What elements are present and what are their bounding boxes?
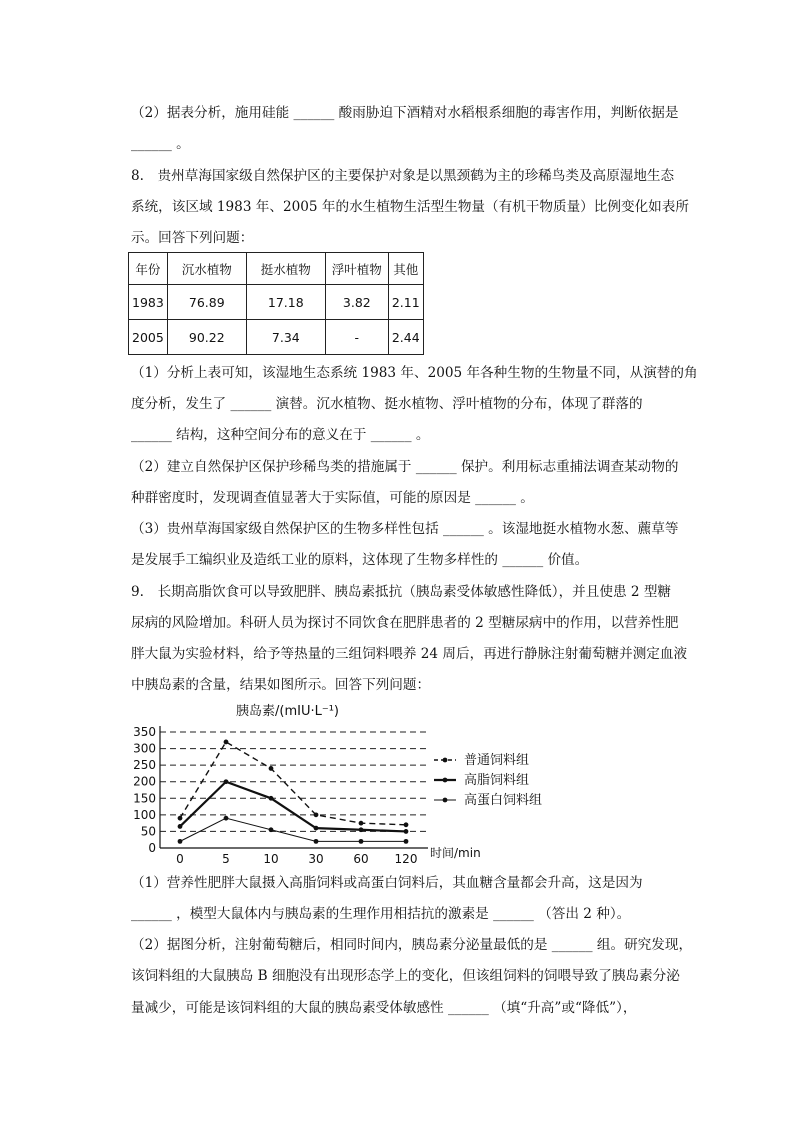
x-tick-label: 0	[176, 852, 184, 865]
legend-label: 高蛋白饲料组	[464, 793, 543, 808]
legend-marker	[443, 758, 448, 763]
y-tick-label: 100	[133, 807, 156, 822]
y-tick-label: 150	[133, 791, 156, 806]
table-cell: 90.22	[167, 320, 246, 355]
data-point	[224, 816, 229, 821]
q8-3-line2: 是发展手工编织业及造纸工业的原料，这体现了生物多样性的 ______ 价值。	[131, 552, 589, 568]
data-point	[359, 821, 364, 826]
x-tick-label: 60	[353, 852, 369, 865]
q9-2-line3: 量减少，可能是该饲料组的大鼠的胰岛素受体敏感性 ______ （填“升高”或“降低”），	[131, 1000, 637, 1016]
data-point	[314, 826, 319, 831]
q8-1-line3: ______ 结构，这种空间分布的意义在于 ______ 。	[131, 427, 430, 443]
q9-stem-line3: 胖大鼠为实验材料，给予等热量的三组饲料喂养 24 周后，再进行静脉注射葡萄糖并测定血液	[131, 646, 688, 662]
table-cell: 2.11	[388, 285, 423, 320]
q8-stem-line2: 系统，该区域 1983 年、2005 年的水生植物生活型生物量（有机干物质量）比例变化如表所	[131, 199, 689, 215]
q9-2-line1: （2）据图分析，注射葡萄糖后，相同时间内，胰岛素分泌量最低的是 ______ 组。研究发现，	[131, 937, 693, 953]
q8-1-line1: （1）分析上表可知，该湿地生态系统 1983 年、2005 年各种生物的生物量不同，从演替的角	[131, 365, 698, 381]
table-cell: 1983	[129, 285, 168, 320]
q8-3-line1: （3）贵州草海国家级自然保护区的生物多样性包括 ______ 。该湿地挺水植物水葱、藨草等	[131, 521, 679, 537]
chart-legend	[434, 752, 542, 808]
y-tick-label: 250	[133, 758, 156, 773]
data-point	[314, 839, 319, 844]
legend-marker	[443, 798, 448, 803]
q8-2-line1: （2）建立自然保护区保护珍稀鸟类的措施属于 ______ 保护。利用标志重捕法调查某动物的	[131, 459, 679, 475]
y-tick-label: 350	[133, 725, 156, 739]
table-cell: 3.82	[325, 285, 388, 320]
biomass-table	[128, 252, 424, 355]
table-cell: 76.89	[167, 285, 246, 320]
data-point	[404, 839, 409, 844]
legend-label: 普通饲料组	[464, 753, 530, 768]
q7-2-line1: （2）据表分析，施用硅能 ______ 酸雨胁迫下酒精对水稻根系细胞的毒害作用，判断依据是	[131, 105, 679, 121]
table-row	[129, 285, 424, 320]
data-point	[224, 740, 229, 745]
q7-2-line2: ______ 。	[131, 136, 190, 152]
chart-title: 胰岛素/(mIU·L⁻¹)	[236, 704, 339, 719]
data-point	[269, 766, 274, 771]
x-tick-label: 10	[263, 852, 279, 865]
data-point	[359, 827, 364, 832]
data-point	[314, 812, 319, 817]
table-header-cell: 其他	[388, 253, 423, 285]
table-cell: -	[325, 320, 388, 355]
table-row	[129, 320, 424, 355]
chart-series	[178, 740, 409, 844]
q9-stem-line1: 9. 长期高脂饮食可以导致肥胖、胰岛素抵抗（胰岛素受体敏感性降低），并且使患 2 型糖	[131, 584, 672, 600]
q8-2-line2: 种群密度时，发现调查值显著大于实际值，可能的原因是 ______ 。	[131, 490, 534, 506]
data-point	[359, 839, 364, 844]
q8-stem-line3: 示。回答下列问题：	[131, 230, 254, 246]
x-tick-label: 5	[222, 852, 230, 865]
table-header-row	[129, 253, 424, 285]
table-cell: 17.18	[246, 285, 325, 320]
y-tick-label: 50	[140, 824, 156, 839]
data-point	[178, 824, 183, 829]
x-tick-label: 120	[394, 852, 418, 865]
data-point	[404, 829, 409, 834]
table-header-cell: 挺水植物	[246, 253, 325, 285]
q8-1-line2: 度分析，发生了 ______ 演替。沉水植物、挺水植物、浮叶植物的分布，体现了群落的	[131, 396, 643, 412]
table-cell: 7.34	[246, 320, 325, 355]
legend-label: 高脂饲料组	[464, 773, 530, 788]
table-header-cell: 沉水植物	[167, 253, 246, 285]
data-point	[224, 779, 229, 784]
x-tick-label: 30	[308, 852, 324, 865]
table-cell: 2.44	[388, 320, 423, 355]
y-tick-label: 200	[133, 774, 156, 789]
table-header-cell: 浮叶植物	[325, 253, 388, 285]
chart-x-ticks	[176, 852, 417, 865]
q9-stem-line4: 中胰岛素的含量，结果如图所示。回答下列问题：	[131, 677, 431, 693]
data-point	[178, 816, 183, 821]
y-tick-label: 0	[148, 841, 156, 855]
data-point	[404, 822, 409, 827]
data-point	[178, 839, 183, 844]
q8-stem-line1: 8. 贵州草海国家级自然保护区的主要保护对象是以黑颈鹤为主的珍稀鸟类及高原湿地生态	[131, 168, 675, 184]
data-point	[269, 827, 274, 832]
q9-1-line2: ______ ，模型大鼠体内与胰岛素的生理作用相拮抗的激素是 ______ （答出 2 种）。	[131, 906, 631, 922]
insulin-line-chart	[128, 700, 568, 865]
q9-stem-line2: 尿病的风险增加。科研人员为探讨不同饮食在肥胖患者的 2 型糖尿病中的作用，以营养性肥	[131, 615, 679, 631]
chart-y-ticks	[133, 725, 156, 855]
data-point	[269, 796, 274, 801]
q9-2-line2: 该饲料组的大鼠胰岛 B 细胞没有出现形态学上的变化，但该组饲料的饲喂导致了胰岛素分泌	[131, 968, 680, 984]
table-header-cell: 年份	[129, 253, 168, 285]
chart-x-label: 时间/min	[430, 846, 481, 860]
y-tick-label: 300	[133, 741, 156, 756]
legend-marker	[443, 778, 448, 783]
table-cell: 2005	[129, 320, 168, 355]
q9-1-line1: （1）营养性肥胖大鼠摄入高脂饲料或高蛋白饲料后，其血糖含量都会升高，这是因为	[131, 875, 643, 891]
